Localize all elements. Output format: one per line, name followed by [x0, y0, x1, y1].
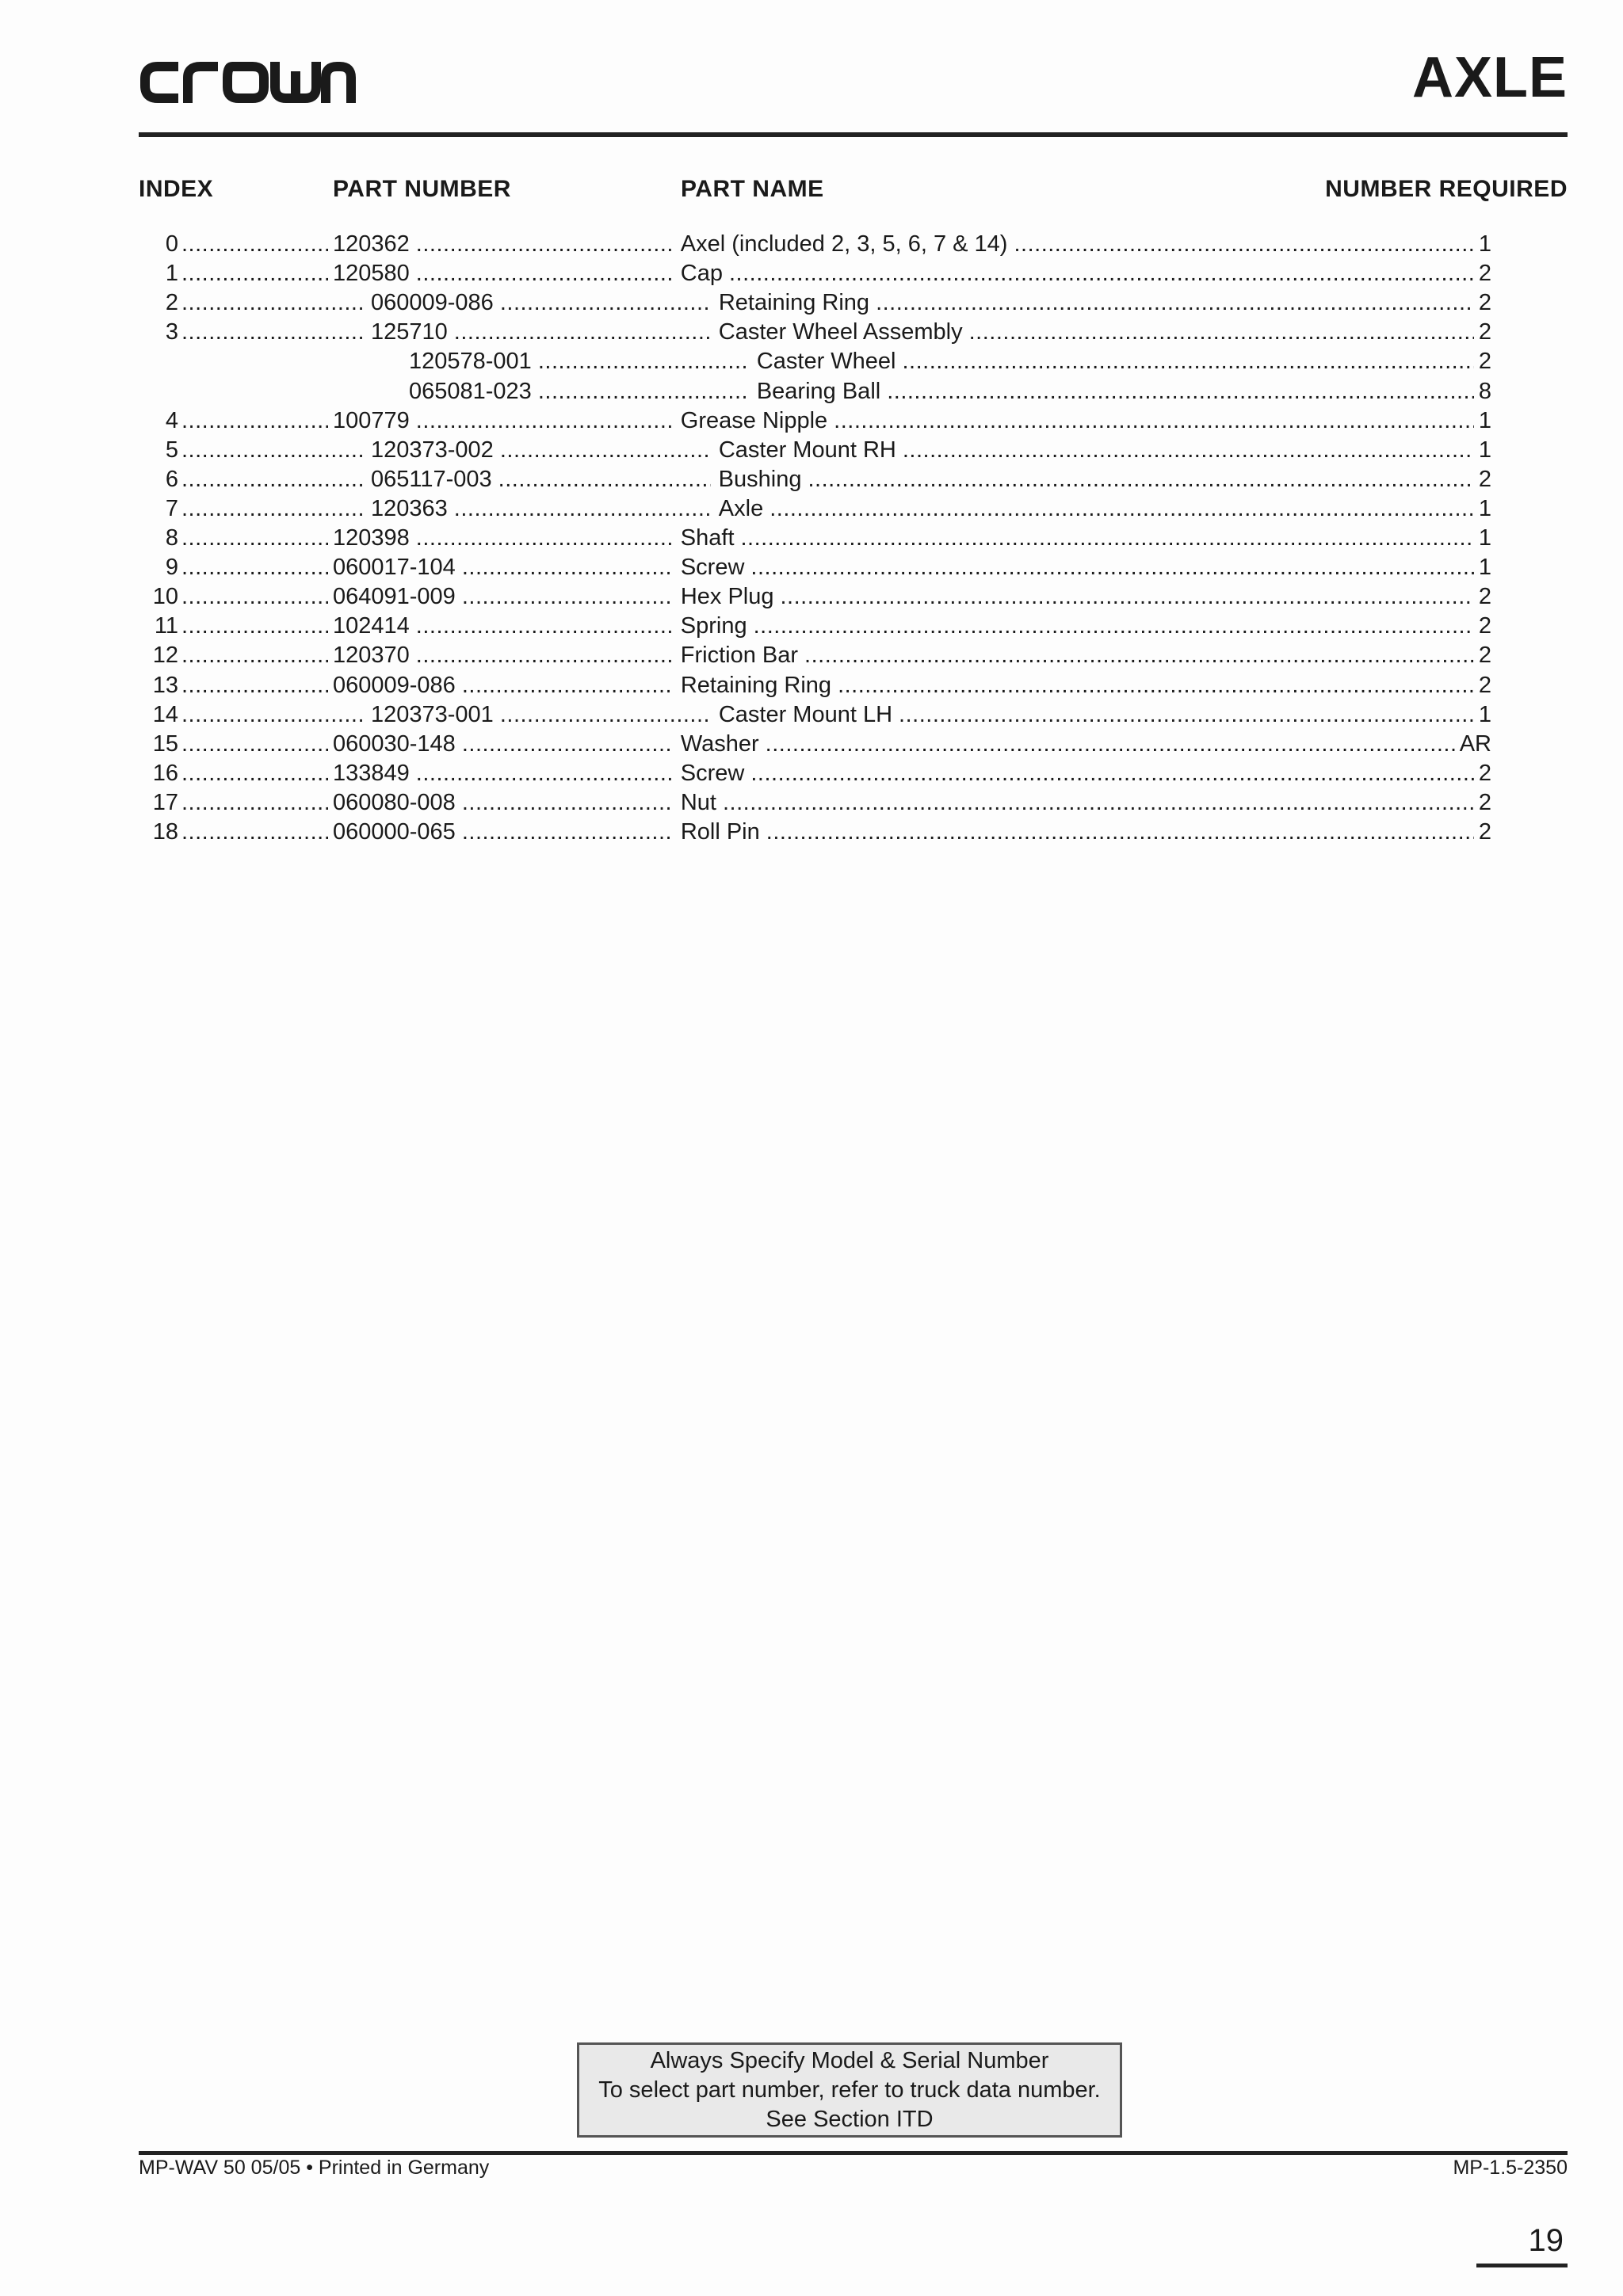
dot-leader [416, 641, 673, 670]
dot-leader [181, 759, 328, 788]
part-quantity: 2 [1478, 290, 1491, 315]
part-row [139, 259, 1491, 288]
dot-leader [500, 288, 711, 318]
dot-leader [181, 494, 366, 524]
page-number: 19 [1528, 2223, 1564, 2258]
dot-leader [462, 582, 673, 612]
part-number: 064091-009 [333, 584, 456, 609]
part-quantity: 2 [1478, 643, 1491, 668]
part-index: 15 [152, 731, 178, 757]
part-index: 8 [165, 525, 178, 551]
part-name: Bearing Ball [756, 379, 881, 404]
dot-leader [838, 671, 1474, 700]
part-quantity: AR [1459, 731, 1491, 757]
dot-leader [181, 788, 328, 818]
dot-leader [887, 377, 1474, 406]
part-name: Hex Plug [680, 584, 774, 609]
part-row [139, 288, 1491, 318]
part-index: 12 [152, 643, 178, 668]
part-index: 2 [165, 290, 178, 315]
part-name: Axel (included 2, 3, 5, 6, 7 & 14) [680, 231, 1008, 257]
part-row [139, 524, 1491, 553]
column-header-part-name: PART NAME [681, 176, 824, 202]
part-row [139, 230, 1491, 259]
part-name: Caster Wheel Assembly [718, 319, 963, 345]
dot-leader [181, 818, 328, 847]
part-number: 133849 [333, 761, 410, 786]
part-number: 120398 [333, 525, 410, 551]
dot-leader [181, 406, 328, 436]
dot-leader [181, 671, 328, 700]
part-index: 1 [165, 261, 178, 286]
part-index: 18 [152, 819, 178, 845]
part-number: 120578-001 [409, 349, 532, 374]
part-quantity: 1 [1478, 702, 1491, 727]
dot-leader [181, 230, 328, 259]
part-index: 4 [165, 408, 178, 433]
part-name: Caster Mount LH [718, 702, 893, 727]
part-row [139, 612, 1491, 641]
dot-leader [754, 612, 1474, 641]
part-row [139, 347, 1491, 376]
dot-leader [969, 318, 1474, 347]
part-row [139, 730, 1491, 759]
dot-leader [750, 553, 1473, 582]
dot-leader [741, 524, 1474, 553]
part-name: Caster Wheel [756, 349, 896, 374]
part-row [139, 406, 1491, 436]
dot-leader [899, 700, 1474, 730]
dot-leader [416, 524, 673, 553]
part-row [139, 318, 1491, 347]
crown-logo [139, 55, 357, 109]
part-name: Nut [680, 790, 716, 815]
part-number: 065117-003 [371, 467, 492, 492]
dot-leader [181, 259, 328, 288]
dot-leader [500, 700, 711, 730]
part-index: 16 [152, 761, 178, 786]
note-line-1: Always Specify Model & Serial Number [650, 2048, 1049, 2073]
part-number: 065081-023 [409, 379, 532, 404]
part-number: 125710 [371, 319, 448, 345]
note-line-3: See Section ITD [766, 2107, 934, 2132]
part-row [139, 788, 1491, 818]
dot-leader [766, 730, 1455, 759]
part-name: Screw [680, 761, 745, 786]
dot-leader [181, 730, 328, 759]
dot-leader [462, 818, 673, 847]
dot-leader [538, 377, 749, 406]
part-number: 060080-008 [333, 790, 456, 815]
part-number: 120362 [333, 231, 410, 257]
dot-leader [181, 465, 366, 494]
dot-leader [750, 759, 1474, 788]
dot-leader [181, 288, 366, 318]
part-row [139, 818, 1491, 847]
dot-leader [781, 582, 1474, 612]
part-quantity: 2 [1478, 349, 1491, 374]
part-number: 120373-001 [371, 702, 494, 727]
part-number: 120580 [333, 261, 410, 286]
dot-leader [729, 259, 1474, 288]
footer-print-info: MP-WAV 50 05/05 • Printed in Germany [139, 2157, 490, 2179]
part-quantity: 1 [1478, 525, 1491, 551]
part-quantity: 2 [1478, 673, 1491, 698]
dot-leader [903, 347, 1474, 376]
part-name: Friction Bar [680, 643, 799, 668]
part-index: 7 [165, 496, 178, 521]
part-name: Retaining Ring [680, 673, 832, 698]
dot-leader [181, 318, 366, 347]
part-quantity: 2 [1478, 790, 1491, 815]
part-number: 120363 [371, 496, 448, 521]
dot-leader [416, 406, 673, 436]
part-row [139, 700, 1491, 730]
part-name: Roll Pin [680, 819, 760, 845]
part-quantity: 1 [1478, 408, 1491, 433]
part-row [139, 641, 1491, 670]
dot-leader [416, 759, 673, 788]
part-quantity: 2 [1478, 761, 1491, 786]
dot-leader [416, 612, 673, 641]
note-box [577, 2042, 1122, 2138]
part-name: Shaft [680, 525, 735, 551]
part-row [139, 494, 1491, 524]
part-index: 14 [152, 702, 178, 727]
dot-leader [804, 641, 1474, 670]
dot-leader [462, 553, 673, 582]
part-name: Axle [718, 496, 764, 521]
part-number: 120373-002 [371, 437, 494, 463]
part-quantity: 1 [1478, 496, 1491, 521]
part-quantity: 1 [1478, 437, 1491, 463]
dot-leader [462, 788, 673, 818]
part-index: 0 [165, 231, 178, 257]
part-index: 3 [165, 319, 178, 345]
part-name: Screw [680, 555, 745, 580]
dot-leader [454, 494, 711, 524]
part-name: Retaining Ring [718, 290, 870, 315]
part-row [139, 759, 1491, 788]
dot-leader [416, 259, 673, 288]
dot-leader [462, 730, 673, 759]
part-number: 120370 [333, 643, 410, 668]
part-name: Grease Nipple [680, 408, 828, 433]
part-row [139, 377, 1491, 406]
dot-leader [723, 788, 1474, 818]
part-row [139, 553, 1491, 582]
part-index: 11 [154, 613, 178, 639]
part-name: Spring [680, 613, 747, 639]
part-quantity: 1 [1478, 231, 1491, 257]
part-name: Bushing [718, 467, 802, 492]
footer-document-code: MP-1.5-2350 [1453, 2157, 1568, 2179]
part-quantity: 2 [1478, 467, 1491, 492]
part-number: 060000-065 [333, 819, 456, 845]
part-number: 102414 [333, 613, 410, 639]
dot-leader [834, 406, 1474, 436]
part-row [139, 465, 1491, 494]
page-title: AXLE [1411, 46, 1568, 109]
dot-leader [903, 436, 1474, 465]
dot-leader [500, 436, 711, 465]
dot-leader [538, 347, 749, 376]
dot-leader [808, 465, 1473, 494]
part-index: 9 [165, 555, 178, 580]
dot-leader [416, 230, 673, 259]
part-number: 060030-148 [333, 731, 456, 757]
dot-leader [498, 465, 711, 494]
dot-leader [462, 671, 673, 700]
part-name: Washer [680, 731, 759, 757]
column-header-number-required: NUMBER REQUIRED [1325, 176, 1568, 202]
part-number: 100779 [333, 408, 410, 433]
part-quantity: 2 [1478, 319, 1491, 345]
part-quantity: 1 [1478, 555, 1491, 580]
dot-leader [769, 494, 1474, 524]
part-row [139, 436, 1491, 465]
part-number: 060009-086 [371, 290, 494, 315]
page-number-rule [1476, 2264, 1568, 2267]
part-quantity: 2 [1478, 261, 1491, 286]
dot-leader [876, 288, 1474, 318]
part-row [139, 582, 1491, 612]
part-index: 10 [152, 584, 178, 609]
part-name: Caster Mount RH [718, 437, 896, 463]
part-index: 13 [152, 673, 178, 698]
dot-leader [181, 612, 328, 641]
dot-leader [181, 436, 366, 465]
header-rule [139, 132, 1568, 137]
dot-leader [1014, 230, 1473, 259]
part-quantity: 2 [1478, 613, 1491, 639]
part-number: 060017-104 [333, 555, 456, 580]
dot-leader [766, 818, 1474, 847]
dot-leader [454, 318, 711, 347]
part-row [139, 671, 1491, 700]
part-number: 060009-086 [333, 673, 456, 698]
part-index: 6 [165, 467, 178, 492]
note-line-2: To select part number, refer to truck data number. [598, 2077, 1101, 2103]
dot-leader [181, 553, 328, 582]
dot-leader [181, 582, 328, 612]
dot-leader [181, 641, 328, 670]
part-quantity: 2 [1478, 584, 1491, 609]
part-quantity: 8 [1478, 379, 1491, 404]
part-index: 5 [165, 437, 178, 463]
part-name: Cap [680, 261, 723, 286]
column-header-part-number: PART NUMBER [333, 176, 511, 202]
part-quantity: 2 [1478, 819, 1491, 845]
dot-leader [181, 700, 366, 730]
part-index: 17 [152, 790, 178, 815]
dot-leader [181, 524, 328, 553]
column-header-index: INDEX [139, 176, 214, 202]
